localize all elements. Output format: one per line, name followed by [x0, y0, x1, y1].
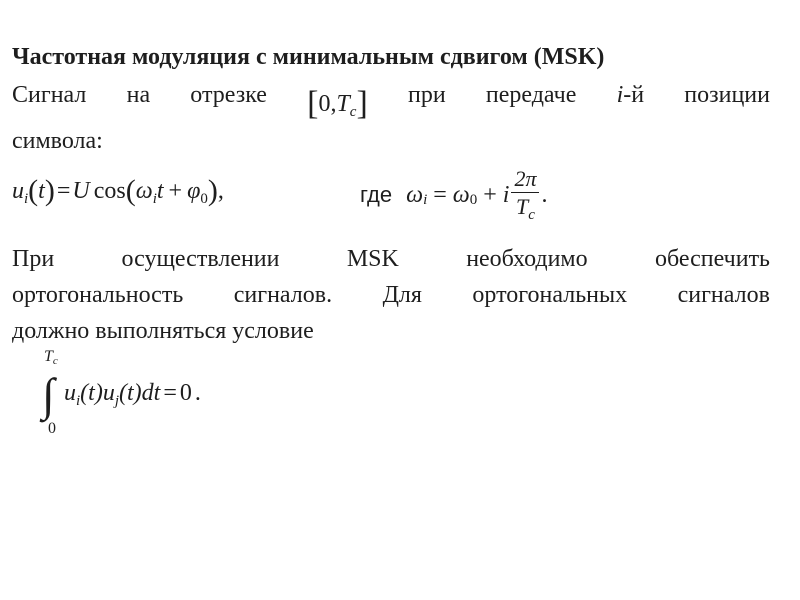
interval-end-var: T: [336, 91, 350, 117]
integrand-expression: [64, 380, 201, 407]
paragraph-1-line-2: символа:: [12, 128, 103, 154]
t-var: t: [156, 178, 164, 204]
i-position: [617, 82, 645, 120]
t-arg: (t): [80, 380, 103, 406]
t-arg: (t): [119, 380, 142, 406]
word: Сигнал: [12, 82, 87, 108]
u-i-var: u: [64, 380, 76, 406]
word: при: [408, 82, 446, 108]
omega-sub: i: [152, 191, 157, 207]
amplitude: U: [72, 178, 90, 204]
formula-signal: $u_i(t)=U$ $\cos(\omega_it + \varphi_0)$,: [12, 174, 224, 207]
comma: ,: [217, 178, 224, 204]
omega0-sub: 0: [469, 191, 478, 208]
word: передаче: [485, 82, 577, 108]
open-bracket: [: [307, 85, 319, 122]
t-arg: t: [38, 178, 45, 204]
dt: dt: [141, 380, 161, 406]
u-j-sub: j: [114, 393, 119, 409]
period: .: [194, 380, 201, 406]
omega-var: ω: [135, 178, 153, 204]
word: осуществлении: [121, 246, 280, 272]
word: на: [126, 82, 151, 108]
plus: +: [483, 181, 497, 208]
formula-omega-definition: [360, 160, 547, 230]
phi-sub: 0: [200, 191, 208, 207]
zero: 0: [179, 380, 192, 406]
word: отрезке: [190, 82, 267, 108]
word: позиции: [684, 82, 770, 108]
paragraph-1-line-1: [12, 82, 770, 120]
fraction-numerator: 2π: [514, 165, 537, 191]
integral-upper-limit: Tc: [44, 348, 58, 367]
u-j-var: u: [102, 380, 115, 406]
paragraph-2-line-2: [12, 282, 770, 309]
u-var: u: [12, 178, 24, 204]
equals: =: [433, 181, 447, 208]
fraction-denominator: [513, 193, 538, 224]
fraction: [511, 166, 539, 225]
T-sub: c: [528, 207, 535, 224]
page-title: Частотная модуляция с минимальным сдвигом (MSK): [12, 44, 605, 70]
paragraph-2-line-1: [12, 246, 770, 273]
T-var: T: [516, 194, 529, 220]
phi-var: φ: [187, 178, 201, 204]
u-i-sub: i: [76, 393, 81, 409]
integral-sign: ∫: [42, 369, 55, 420]
word: MSK: [346, 246, 399, 272]
interval-end-sub: c: [349, 104, 357, 120]
integral-lower-limit: 0: [48, 420, 56, 437]
word: Для: [382, 282, 422, 308]
word: ортогональность: [12, 282, 184, 308]
word: ортогональных: [472, 282, 628, 308]
cos-func: cos: [93, 178, 126, 204]
omega-var: ω: [406, 181, 424, 208]
omega-sub: i: [423, 191, 428, 208]
plus: +: [168, 178, 183, 204]
word: необходимо: [466, 246, 588, 272]
i-suffix: -й: [623, 82, 645, 108]
equals: =: [56, 178, 71, 204]
interval-start: 0,: [318, 91, 337, 117]
where-word: где: [360, 182, 393, 207]
word: обеспечить: [654, 246, 770, 272]
u-sub: i: [24, 191, 29, 207]
word: сигналов.: [233, 282, 333, 308]
omega0-var: ω: [452, 181, 470, 208]
close-bracket: ]: [356, 85, 368, 122]
paragraph-2-line-3: должно выполняться условие: [12, 318, 314, 344]
interval-expression: [307, 82, 368, 120]
i-var: i: [616, 82, 624, 108]
word: При: [12, 246, 55, 272]
period: .: [541, 181, 548, 208]
equals: =: [163, 380, 177, 406]
i-var: i: [502, 181, 510, 208]
word: сигналов: [677, 282, 770, 308]
